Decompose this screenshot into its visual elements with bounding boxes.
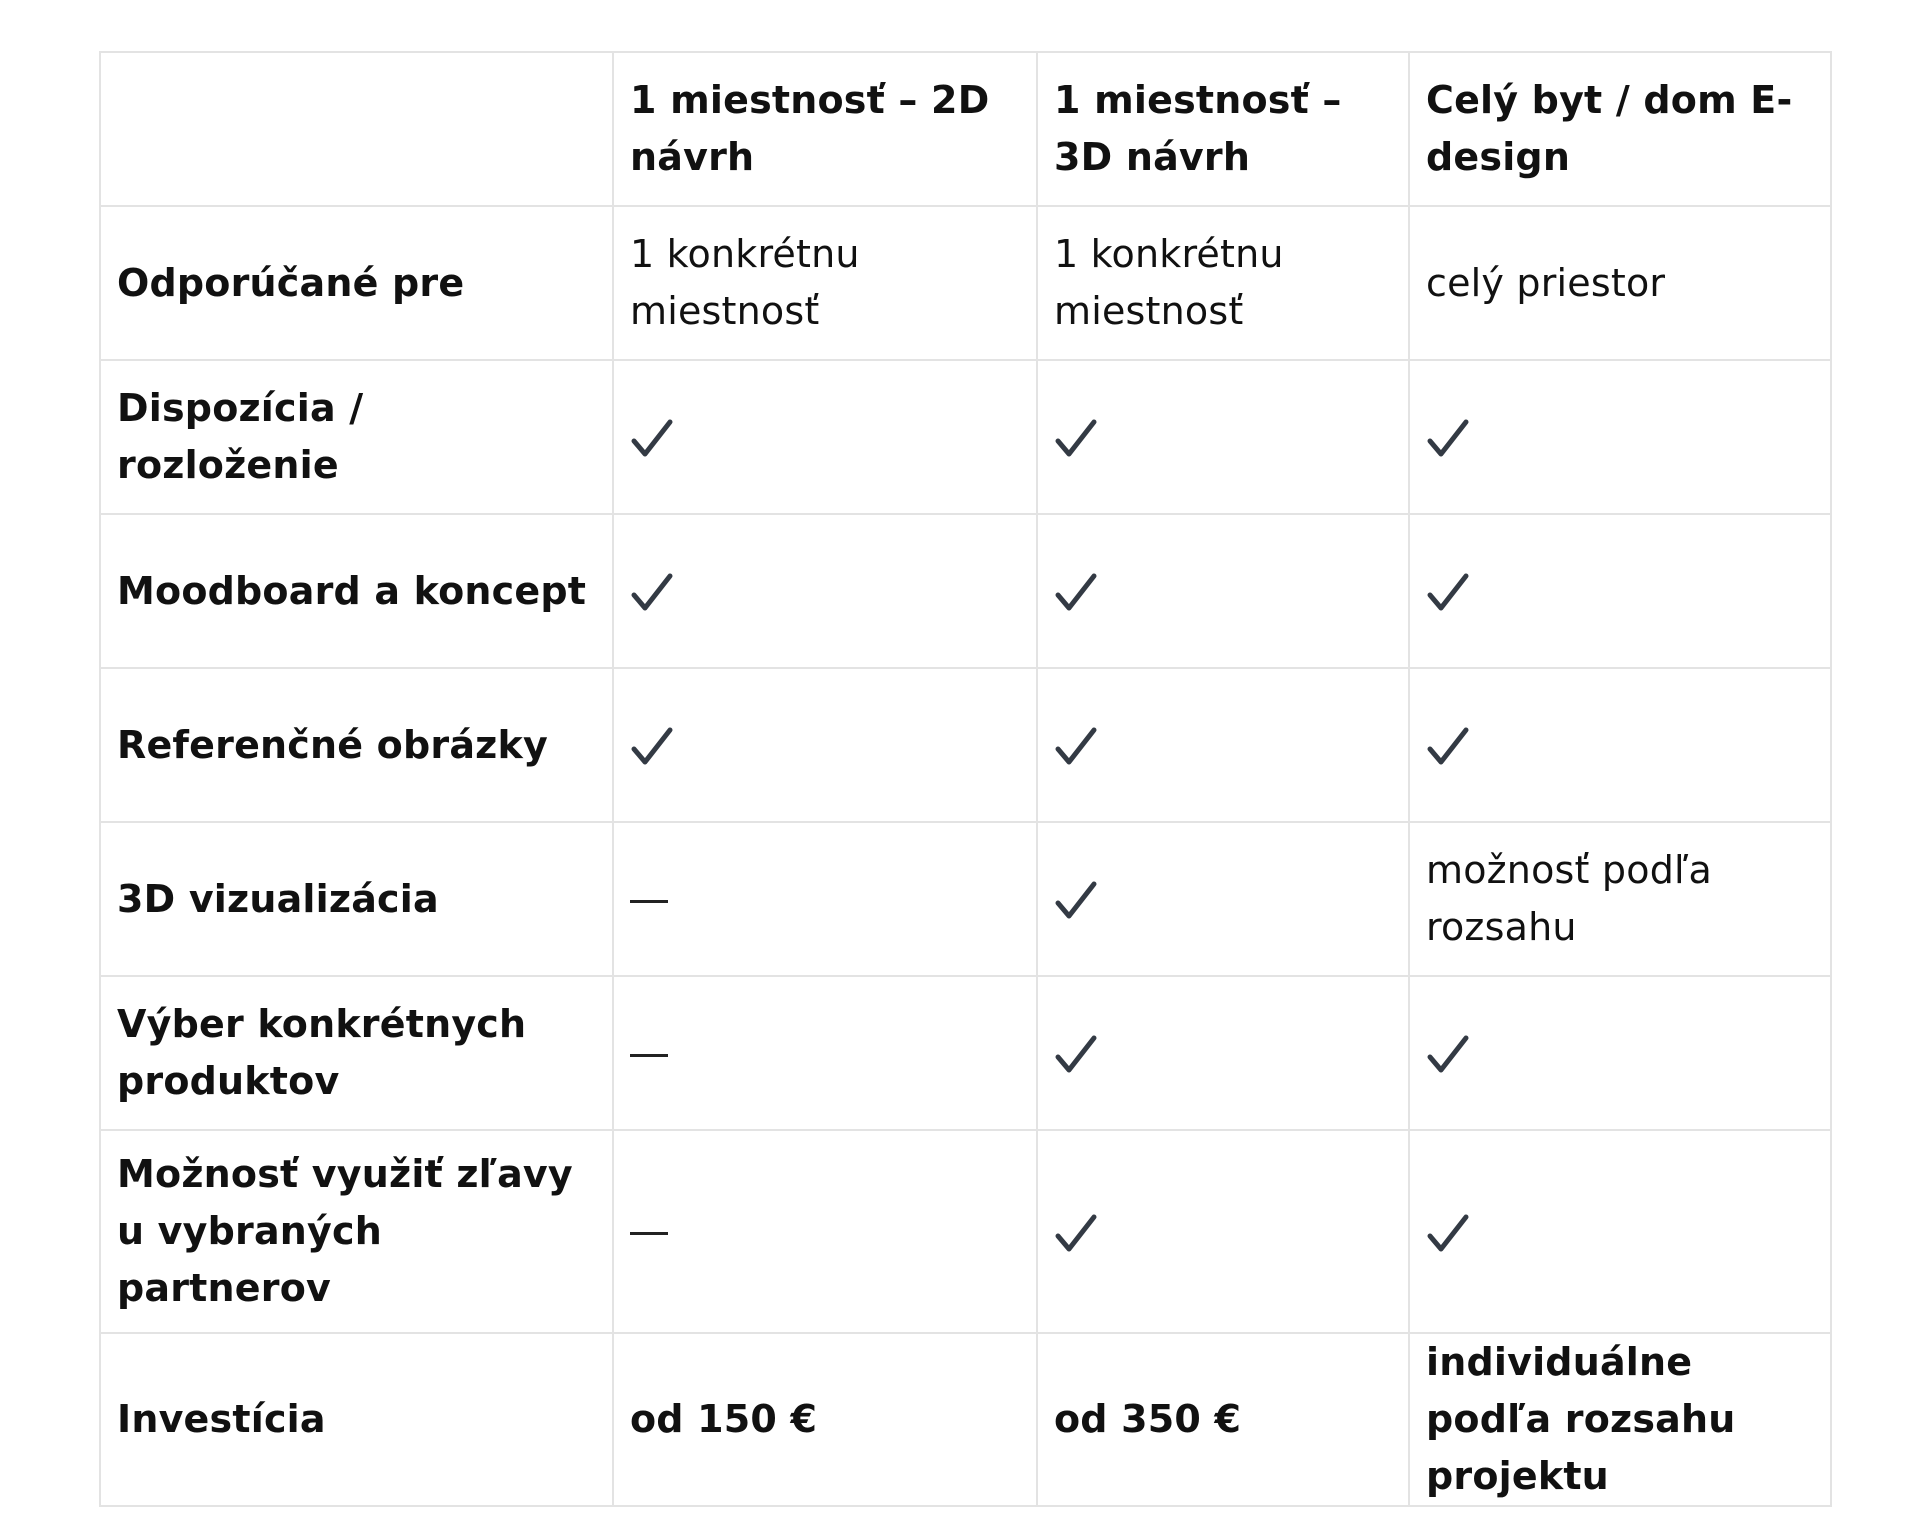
- check-icon: [1054, 725, 1098, 769]
- cell-included-full: [1409, 514, 1831, 668]
- cell-text-full: možnosť podľa rozsahu: [1409, 822, 1831, 976]
- table-header-row: [100, 52, 1831, 206]
- check-icon: [1054, 1033, 1098, 1077]
- row-label: Možnosť využiť zľavy u vybraných partnerov: [100, 1130, 613, 1333]
- header-3d-design: 1 miestnosť – 3D návrh: [1037, 52, 1409, 206]
- price-3d: od 350 €: [1037, 1333, 1409, 1506]
- cell-included-2d: [613, 668, 1037, 822]
- check-icon: [1054, 1212, 1098, 1256]
- check-icon: [1426, 1033, 1470, 1077]
- check-icon: [1054, 879, 1098, 923]
- cell-included-2d: [613, 360, 1037, 514]
- check-icon: [630, 725, 674, 769]
- check-icon: [1426, 725, 1470, 769]
- price-full: individuálne podľa rozsahu projektu: [1409, 1333, 1831, 1506]
- table-row: [100, 1333, 1831, 1506]
- cell-included-3d: [1037, 1130, 1409, 1333]
- dash-icon: [630, 1054, 668, 1057]
- row-label: Odporúčané pre: [100, 206, 613, 360]
- table-row: [100, 976, 1831, 1130]
- table-row: [100, 668, 1831, 822]
- check-icon: [630, 571, 674, 615]
- table-row: [100, 822, 1831, 976]
- cell-text-full: celý priestor: [1409, 206, 1831, 360]
- cell-included-3d: [1037, 668, 1409, 822]
- table-row: [100, 514, 1831, 668]
- check-icon: [1426, 1212, 1470, 1256]
- row-label: Dispozícia / rozloženie: [100, 360, 613, 514]
- cell-included-3d: [1037, 360, 1409, 514]
- price-2d: od 150 €: [613, 1333, 1037, 1506]
- cell-not-included-2d: [613, 822, 1037, 976]
- pricing-comparison-table: [99, 51, 1832, 1507]
- check-icon: [1054, 571, 1098, 615]
- cell-not-included-2d: [613, 1130, 1037, 1333]
- cell-included-full: [1409, 1130, 1831, 1333]
- table-row: [100, 206, 1831, 360]
- cell-not-included-2d: [613, 976, 1037, 1130]
- cell-included-2d: [613, 514, 1037, 668]
- cell-text-3d: 1 konkrétnu miestnosť: [1037, 206, 1409, 360]
- table-row: [100, 360, 1831, 514]
- check-icon: [1426, 571, 1470, 615]
- header-2d-design: 1 miestnosť – 2D návrh: [613, 52, 1037, 206]
- check-icon: [630, 417, 674, 461]
- cell-included-full: [1409, 360, 1831, 514]
- table-body: [100, 206, 1831, 1506]
- dash-icon: [630, 1232, 668, 1235]
- table-row: [100, 1130, 1831, 1333]
- cell-included-full: [1409, 976, 1831, 1130]
- check-icon: [1054, 417, 1098, 461]
- cell-included-3d: [1037, 976, 1409, 1130]
- dash-icon: [630, 900, 668, 903]
- row-label: Referenčné obrázky: [100, 668, 613, 822]
- cell-text-2d: 1 konkrétnu miestnosť: [613, 206, 1037, 360]
- header-full-edesign: Celý byt / dom E-design: [1409, 52, 1831, 206]
- row-label: Moodboard a koncept: [100, 514, 613, 668]
- row-label: Investícia: [100, 1333, 613, 1506]
- cell-included-3d: [1037, 822, 1409, 976]
- cell-included-full: [1409, 668, 1831, 822]
- cell-included-3d: [1037, 514, 1409, 668]
- row-label: Výber konkrétnych produktov: [100, 976, 613, 1130]
- check-icon: [1426, 417, 1470, 461]
- header-empty-cell: [100, 52, 613, 206]
- row-label: 3D vizualizácia: [100, 822, 613, 976]
- comparison-table-container: [99, 51, 1830, 1507]
